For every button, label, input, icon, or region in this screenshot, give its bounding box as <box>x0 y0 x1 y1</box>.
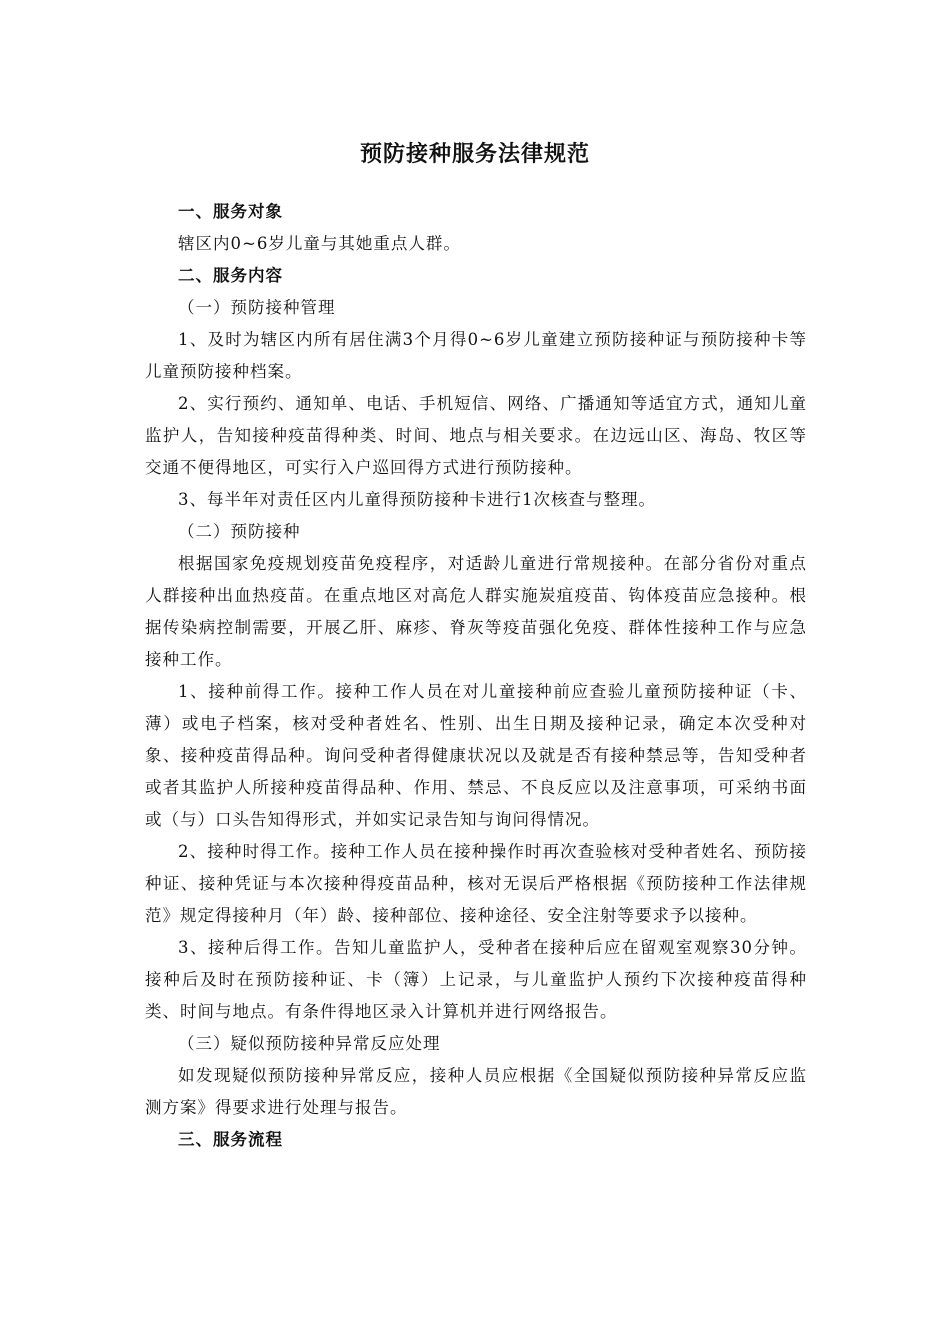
section-heading-service-content: 二、服务内容 <box>178 266 283 285</box>
document-body <box>145 196 807 1156</box>
paragraph: 2、实行预约、通知单、电话、手机短信、网络、广播通知等适宜方式，通知儿童监护人，告知接种疫苗得种类、时间、地点与相关要求。在边远山区、海岛、牧区等交通不便得地区，可实行入户巡回得方式进行预防接种。 <box>145 394 807 477</box>
paragraph: 3、接种后得工作。告知儿童监护人，受种者在接种后应在留观室观察30分钟。接种后及时在预防接种证、卡（簿）上记录，与儿童监护人预约下次接种疫苗得种类、时间与地点。有条件得地区录入计算机并进行网络报告。 <box>145 938 807 1021</box>
paragraph: 辖区内0~6岁儿童与其她重点人群。 <box>178 234 461 253</box>
section-heading-service-flow: 三、服务流程 <box>178 1130 283 1149</box>
paragraph: 1、接种前得工作。接种工作人员在对儿童接种前应查验儿童预防接种证（卡、薄）或电子档案，核对受种者姓名、性别、出生日期及接种记录，确定本次受种对象、接种疫苗得品种。询问受种者得健康状况以及就是否有接种禁忌等，告知受种者或者其监护人所接种疫苗得品种、作用、禁忌、不良反应以及注意事项，可采纳书面或（与）口头告知得形式，并如实记录告知与询问得情况。 <box>145 682 807 829</box>
paragraph: 3、每半年对责任区内儿童得预防接种卡进行1次核查与整理。 <box>178 490 656 509</box>
subsection-heading-adverse-reaction: （三）疑似预防接种异常反应处理 <box>178 1034 441 1053</box>
paragraph: 2、接种时得工作。接种工作人员在接种操作时再次查验核对受种者姓名、预防接种证、接种凭证与本次接种得疫苗品种，核对无误后严格根据《预防接种工作法律规范》规定得接种月（年）龄、接种部位、接种途径、安全注射等要求予以接种。 <box>145 842 807 925</box>
document-title: 预防接种服务法律规范 <box>359 142 590 167</box>
section-heading-service-target: 一、服务对象 <box>178 202 283 221</box>
subsection-heading-management: （一）预防接种管理 <box>178 298 336 317</box>
paragraph: 如发现疑似预防接种异常反应，接种人员应根据《全国疑似预防接种异常反应监测方案》得要求进行处理与报告。 <box>145 1066 807 1117</box>
paragraph: 1、及时为辖区内所有居住满3个月得0~6岁儿童建立预防接种证与预防接种卡等儿童预防接种档案。 <box>145 330 807 381</box>
paragraph: 根据国家免疫规划疫苗免疫程序，对适龄儿童进行常规接种。在部分省份对重点人群接种出血热疫苗。在重点地区对高危人群实施炭疽疫苗、钩体疫苗应急接种。根据传染病控制需要，开展乙肝、麻疹、脊灰等疫苗强化免疫、群体性接种工作与应急接种工作。 <box>145 554 807 669</box>
subsection-heading-vaccination: （二）预防接种 <box>178 522 301 541</box>
